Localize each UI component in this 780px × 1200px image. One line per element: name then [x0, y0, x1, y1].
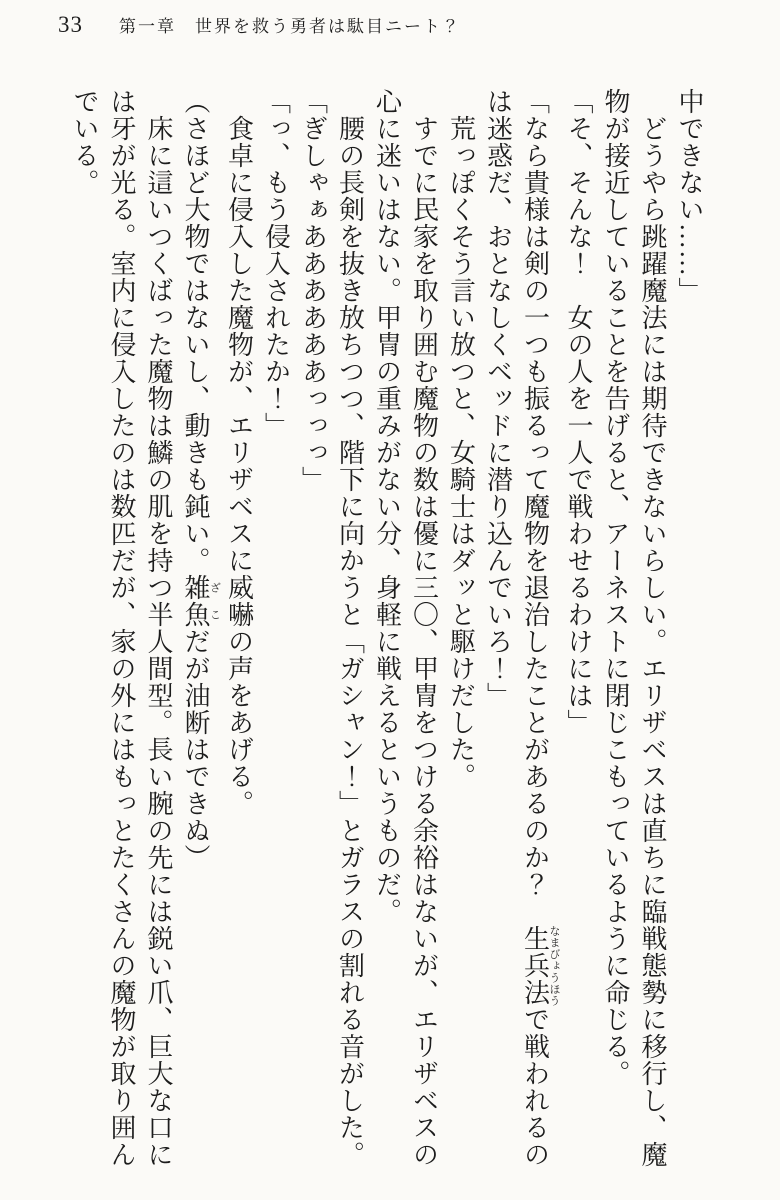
- text-line: 物が接近していることを告げると、アーネストに閉じこもっているように命じる。: [601, 88, 630, 1087]
- text-line: 食卓に侵入した魔物が、エリザベスに威嚇の声をあげる。: [224, 88, 254, 817]
- text-line: は牙が光る。室内に侵入したのは数匹だが、家の外にはもっとたくさんの魔物が取り囲ん: [107, 88, 136, 1168]
- text-line: （さほど大物ではないし、動きも鈍い。雑魚ざこだが油断はできぬ）: [181, 88, 221, 871]
- text-line: 「ぎしゃぁああああああっっっ」: [298, 88, 328, 493]
- text-line: すでに民家を取り囲む魔物の数は優に三〇、甲冑をつける余裕はないが、エリザベスの: [409, 88, 439, 1168]
- page-header: [58, 12, 461, 38]
- text-line: 中できない……」: [675, 88, 704, 304]
- text-line: でいる。: [70, 88, 99, 196]
- text-line: 荒っぽくそう言い放つと、女騎士はダッと駆けだした。: [446, 88, 476, 790]
- chapter-title: 第一章 世界を救う勇者は駄目ニート？: [119, 17, 461, 36]
- text-columns: [66, 88, 708, 1168]
- furigana-ruby: 雑魚ざこ: [181, 574, 221, 628]
- text-line: 「っ、もう侵入されたか！」: [261, 88, 291, 439]
- text-line: 「なら貴様は剣の一つも振るって魔物を退治したことがあるのか？ 生兵法なまびょうほうで戦われるの: [520, 88, 560, 1168]
- page-number: 33: [58, 12, 83, 37]
- text-line: どうやら跳躍魔法には期待できないらしい。エリザベスは直ちに臨戦態勢に移行し、魔: [638, 88, 667, 1168]
- furigana-ruby: 生兵法なまびょうほう: [520, 925, 560, 1006]
- text-line: は迷惑だ、おとなしくベッドに潜り込んでいろ！」: [483, 88, 513, 709]
- text-line: 床に這いつくばった魔物は鱗の肌を持つ半人間型。長い腕の先には鋭い爪、巨大な口に: [144, 88, 173, 1168]
- text-line: 心に迷いはない。甲冑の重みがない分、身軽に戦えるというものだ。: [372, 88, 402, 925]
- text-line: 腰の長剣を抜き放ちつつ、階下に向かうと「ガシャン！」とガラスの割れる音がした。: [335, 88, 365, 1168]
- text-line: 「そ、そんな！ 女の人を一人で戦わせるわけには」: [564, 88, 593, 736]
